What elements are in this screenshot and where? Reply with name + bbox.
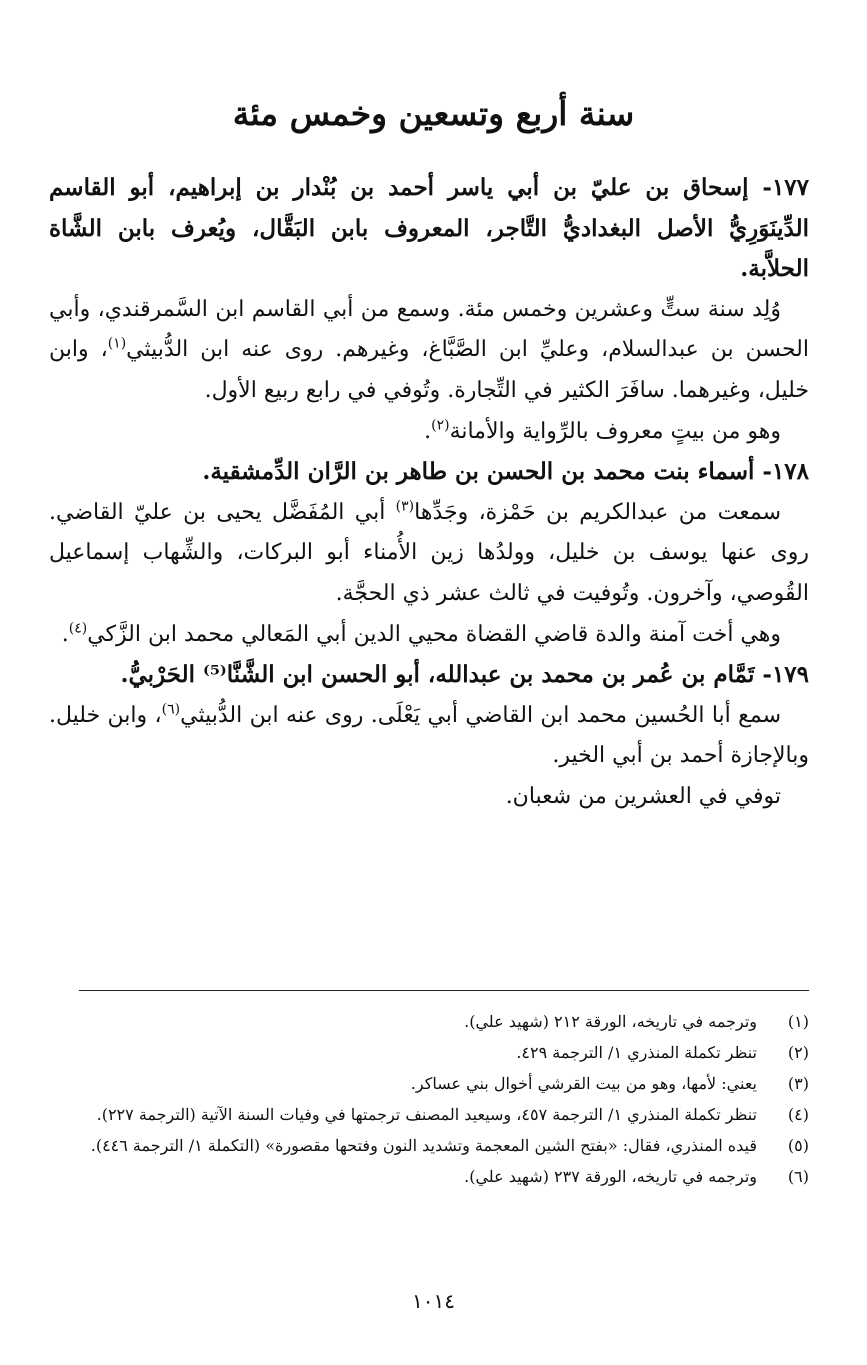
section-title: سنة أربع وتسعين وخمس مئة bbox=[232, 94, 635, 133]
footnote-text: تنظر تكملة المنذري ١/ الترجمة ٤٥٧، وسيعيد المصنف ترجمتها في وفيات السنة الآتية (الترجمة ٢٢٧). bbox=[96, 1105, 757, 1124]
text-segment: وهو من بيتٍ معروف بالرِّواية والأمانة bbox=[449, 418, 781, 444]
text-segment: . bbox=[61, 621, 69, 647]
entry-paragraph bbox=[49, 412, 809, 453]
entry-paragraph bbox=[49, 777, 809, 818]
footnote-number: (٣) bbox=[787, 1074, 809, 1093]
footnote-text: تنظر تكملة المنذري ١/ الترجمة ٤٢٩. bbox=[516, 1043, 757, 1062]
footnote-number: (٦) bbox=[787, 1167, 809, 1186]
entries-body bbox=[49, 168, 809, 818]
entry-paragraph bbox=[49, 615, 809, 656]
footnote-divider bbox=[79, 990, 809, 991]
footnote-number: (١) bbox=[787, 1012, 809, 1031]
footnote-text: قيده المنذري، فقال: «بفتح الشين المعجمة وتشديد النون وفتحها مقصورة» (التكملة ١/ الترجمة ٤٤٦). bbox=[90, 1136, 757, 1155]
footnotes-list bbox=[69, 1006, 809, 1192]
footnote-marker: (٣) bbox=[395, 498, 415, 515]
entry-paragraph bbox=[49, 696, 809, 777]
footnote-text: وترجمه في تاريخه، الورقة ٢١٢ (شهيد علي). bbox=[464, 1012, 757, 1031]
footnote-marker: (٦) bbox=[161, 701, 181, 718]
footnote-item bbox=[69, 1068, 809, 1099]
footnote-item bbox=[69, 1006, 809, 1037]
text-segment: وهي أخت آمنة والدة قاضي القضاة محيي الدين أبي المَعالي محمد ابن الزَّكي bbox=[87, 621, 781, 647]
footnote-text: وترجمه في تاريخه، الورقة ٢٣٧ (شهيد علي). bbox=[464, 1167, 757, 1186]
footnote-number: (٢) bbox=[787, 1043, 809, 1062]
footnote-item bbox=[69, 1130, 809, 1161]
text-segment: توفي في العشرين من شعبان. bbox=[505, 783, 781, 809]
entry-paragraph bbox=[49, 493, 809, 615]
footnote-item bbox=[69, 1161, 809, 1192]
text-segment: ، وابن خليل، وغيرهما. سافَرَ الكثير في التِّجارة. وتُوفي في رابع ربيع الأول. bbox=[49, 337, 809, 403]
footnote-item bbox=[69, 1099, 809, 1130]
text-segment: . bbox=[424, 418, 432, 444]
text-segment: وُلِد سنة ستٍّ وعشرين وخمس مئة. وسمع من أبي القاسم ابن السَّمرقندي، وأبي الحسن بن عبدالسلام، وعليِّ ابن الصَّبَّاغ، وغيرهم. روى عنه ابن الدُّبيثي bbox=[49, 296, 809, 363]
footnote-marker: (٢) bbox=[431, 417, 450, 434]
entry-heading: ١٧٩- تَمَّام بن عُمر بن محمد بن عبدالله، أبو الحسن ابن الشَّنَّا⁽⁵⁾ الحَرْبيُّ. bbox=[120, 661, 809, 689]
entry-paragraph bbox=[49, 290, 809, 412]
footnote-marker: (٤) bbox=[68, 620, 88, 637]
text-segment: ، وابن خليل. وبالإجازة أحمد بن أبي الخير. bbox=[49, 702, 809, 769]
footnote-text: يعني: لأمها، وهو من بيت القرشي أخوال بني عساكر. bbox=[410, 1074, 757, 1093]
text-segment: سمعت من عبدالكريم بن حَمْزة، وجَدِّها bbox=[414, 499, 782, 525]
footnote-marker: (١) bbox=[107, 336, 127, 353]
page-number: ١٠١٤ bbox=[412, 1289, 455, 1313]
footnote-number: (٤) bbox=[787, 1105, 809, 1124]
footnote-number: (٥) bbox=[787, 1136, 809, 1155]
entry-heading: ١٧٨- أسماء بنت محمد بن الحسن بن طاهر بن الرَّان الدِّمشقية. bbox=[202, 458, 809, 486]
text-segment: أبي المُفَضَّل يحيى بن عليّ القاضي. روى عنها يوسف بن خليل، وولدُها زين الأُمناء أبو البركات، والشِّهاب إسماعيل القُوصي، وآخرون. وتُوفيت في ثالث عشر ذي الحجَّة. bbox=[49, 499, 809, 606]
entry-heading: ١٧٧- إسحاق بن عليّ بن أبي ياسر أحمد بن بُنْدار بن إبراهيم، أبو القاسم الدِّينَوَرِيُّ الأصل البغداديُّ التَّاجر، المعروف بابن البَقَّال، ويُعرف بابن الشَّاة الحلاَّبة. bbox=[49, 174, 809, 283]
text-segment: سمع أبا الحُسين محمد ابن القاضي أبي يَعْلَى. روى عنه ابن الدُّبيثي bbox=[180, 702, 781, 728]
footnote-item bbox=[69, 1037, 809, 1068]
